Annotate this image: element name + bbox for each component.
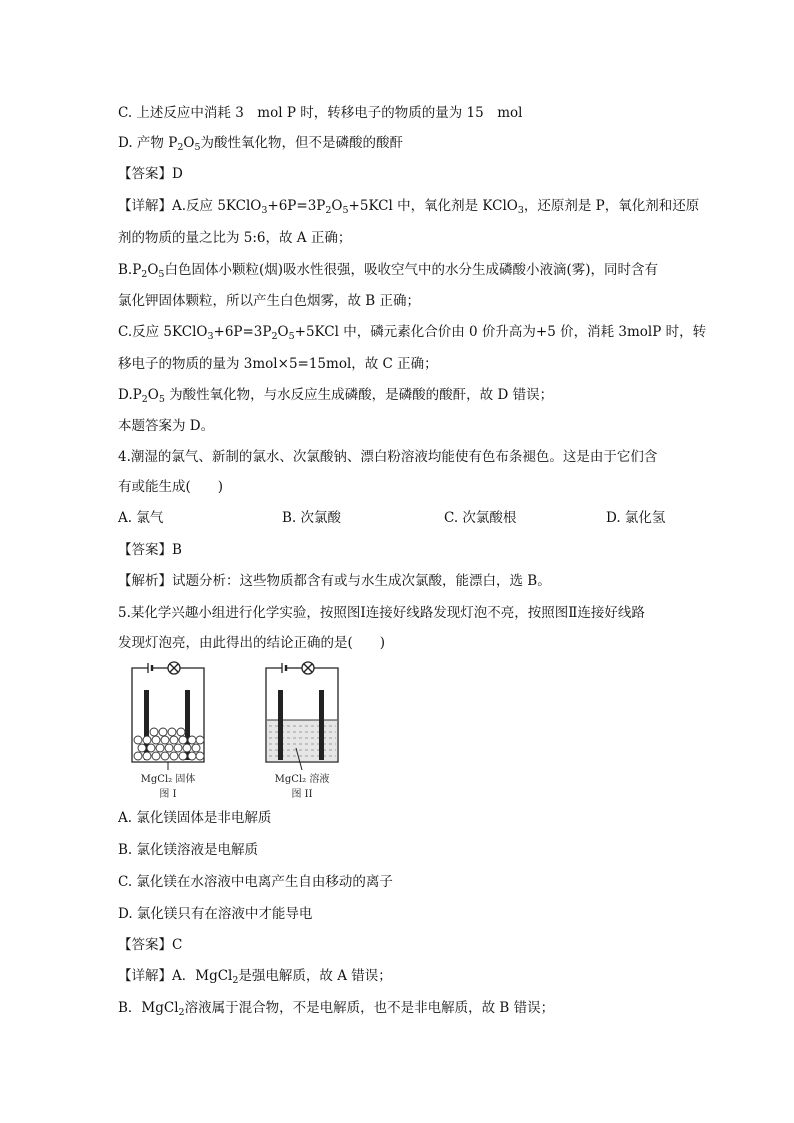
subscript: 5: [288, 331, 295, 342]
text-run: O: [331, 198, 343, 214]
text-run: ，还原剂是 P，氧化剂和还原: [523, 198, 700, 214]
text-run: +6P=3P: [267, 198, 326, 214]
subscript: 3: [517, 205, 524, 216]
text-run: +5KCl 中，氧化剂是 KClO: [348, 198, 518, 214]
analysis-line: 【解析】试题分析：这些物质都含有或与水生成次氯酸，能漂白，选 B。: [118, 573, 551, 589]
text-run: 是强电解质，故 A 错误；: [238, 968, 392, 984]
detail-line-4: 氯化钾固体颗粒，所以产生白色烟雾，故 B 正确；: [118, 293, 421, 309]
figure-1-label: MgCl₂ 固体: [140, 774, 196, 785]
text-run: 溶液属于混合物，不是电解质，也不是非电解质，故 B 错误；: [184, 1000, 555, 1016]
text-run: 【详解】A.反应 5KClO: [118, 198, 262, 214]
detail-line-7: [118, 385, 553, 405]
text-run: C.反应 5KClO: [118, 324, 208, 340]
text-run: B.P: [118, 262, 142, 278]
subscript: 3: [261, 205, 268, 216]
subscript: 2: [271, 331, 278, 342]
text-run: 为酸性氧化物，但不是磷酸的酸酐: [200, 135, 403, 151]
subscript: 2: [325, 205, 332, 216]
figure-1-caption: 图 I: [159, 789, 177, 800]
text-run: 为酸性氧化物，与水反应生成磷酸，是磷酸的酸酐，故 D 错误；: [164, 387, 554, 403]
text-run: 【详解】A．MgCl: [118, 968, 233, 984]
question-4-option-a: A. 氯气: [118, 510, 164, 526]
subscript: 2: [141, 269, 148, 280]
text-run: +5KCl 中，磷元素化合价由 0 价升高为+5 价，消耗 3molP 时，转: [294, 324, 707, 340]
question-5-option-b: B. 氯化镁溶液是电解质: [118, 842, 259, 858]
text-run: O: [147, 262, 159, 278]
detail-line-3: [118, 260, 658, 280]
answer-label: 【答案】B: [118, 542, 182, 558]
subscript: 5: [194, 142, 201, 153]
text-run: B．MgCl: [118, 1000, 179, 1016]
figure-2-caption: 图 II: [291, 789, 313, 800]
answer-label: 【答案】D: [118, 166, 183, 182]
text-run: O: [183, 135, 195, 151]
detail-line-1: [118, 196, 699, 216]
option-c-line: C. 上述反应中消耗 3 mol P 时，转移电子的物质的量为 15 mol: [118, 105, 523, 121]
question-5-option-d: D. 氯化镁只有在溶液中才能导电: [118, 906, 313, 922]
detail-line-10: [118, 998, 554, 1018]
question-5-line-2: 发现灯泡亮，由此得出的结论正确的是( ): [118, 635, 386, 651]
text-run: D.P: [118, 387, 142, 403]
text-run: +6P=3P: [213, 324, 272, 340]
subscript: 2: [141, 394, 148, 405]
detail-line-5: [118, 322, 706, 342]
question-4-line-1: 4.潮湿的氯气、新制的氯水、次氯酸钠、漂白粉溶液均能使有色布条褪色。这是由于它们含: [118, 449, 658, 465]
subscript: 2: [232, 975, 239, 986]
subscript: 2: [177, 142, 184, 153]
question-4-option-b: B. 次氯酸: [282, 510, 342, 526]
question-4-option-c: C. 次氯酸根: [444, 510, 517, 526]
detail-line-8: 本题答案为 D。: [118, 418, 215, 434]
option-d-line: [118, 133, 403, 153]
answer-label: 【答案】C: [118, 937, 183, 953]
subscript: 3: [207, 331, 214, 342]
figure-2-circuit: [252, 660, 352, 800]
figure-2-label: MgCl₂ 溶液: [274, 774, 330, 785]
detail-line-9: [118, 966, 392, 986]
subscript: 5: [158, 394, 165, 405]
question-5-line-1: 5.某化学兴趣小组进行化学实验，按照图Ⅰ连接好线路发现灯泡不亮，按照图Ⅱ连接好线路: [118, 605, 645, 621]
question-4-line-2: 有或能生成( ): [118, 479, 224, 495]
question-4-option-d: D. 氯化氢: [606, 510, 666, 526]
text-run: D. 产物 P: [118, 135, 178, 151]
text-run: 白色固体小颗粒(烟)吸水性很强，吸收空气中的水分生成磷酸小液滴(雾)，同时含有: [164, 262, 659, 278]
question-5-option-a: A. 氯化镁固体是非电解质: [118, 810, 272, 826]
text-run: O: [147, 387, 159, 403]
detail-line-6: 移电子的物质的量为 3mol×5=15mol，故 C 正确；: [118, 356, 438, 372]
detail-line-2: 剂的物质的量之比为 5:6，故 A 正确；: [118, 230, 352, 246]
subscript: 5: [342, 205, 349, 216]
text-run: O: [277, 324, 289, 340]
subscript: 5: [158, 269, 165, 280]
subscript: 2: [178, 1007, 185, 1018]
question-5-option-c: C. 氯化镁在水溶液中电离产生自由移动的离子: [118, 874, 393, 890]
figure-1-circuit: [118, 660, 218, 800]
